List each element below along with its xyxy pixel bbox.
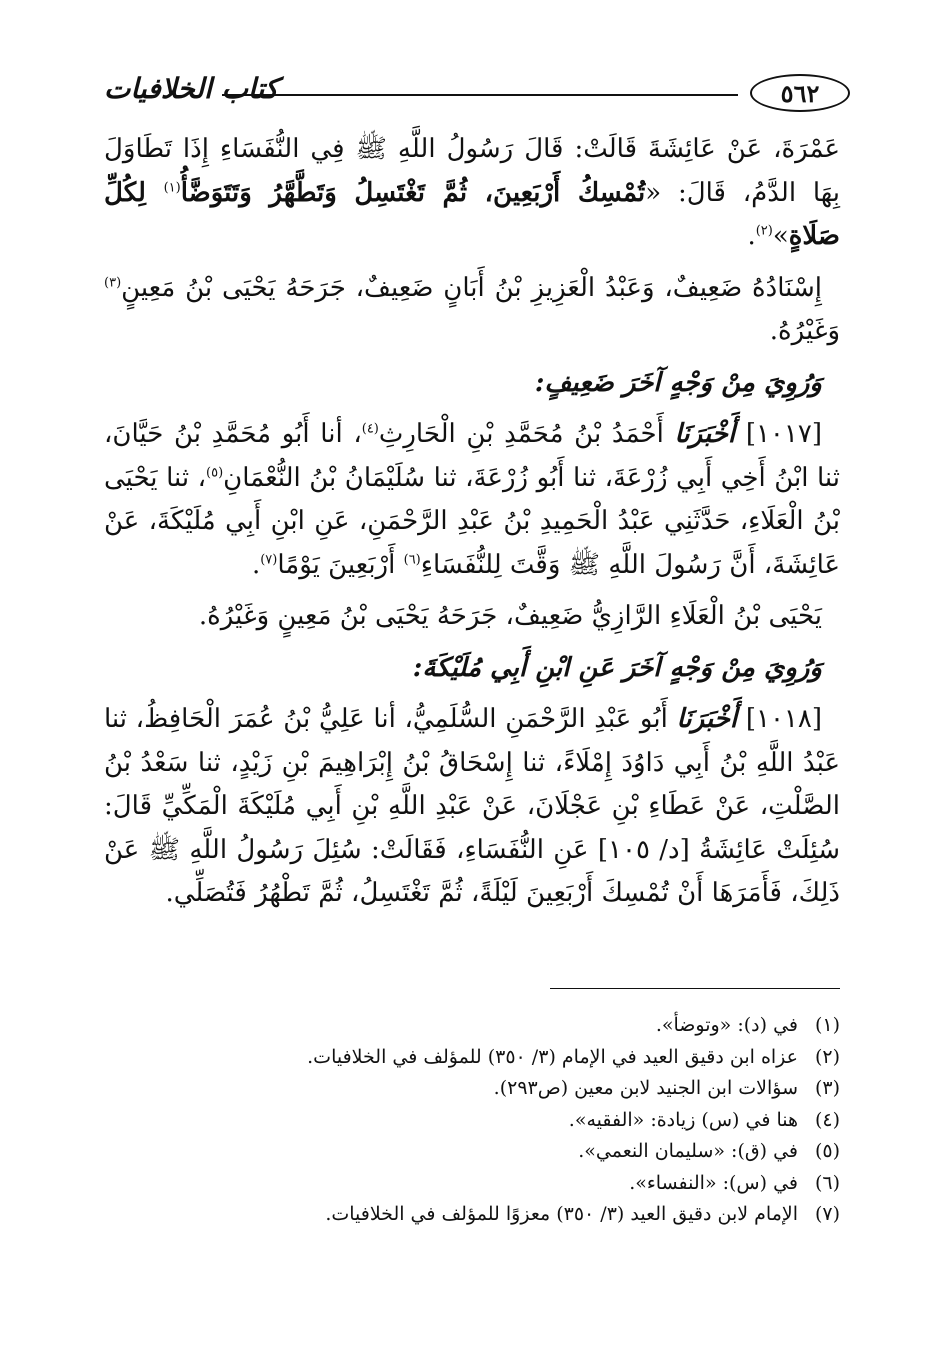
hadith-number: [١٠١٧] [735, 419, 822, 449]
footnote-separator [550, 988, 840, 989]
footnote-item [104, 1168, 840, 1200]
text-span: » [772, 221, 789, 251]
footnote-ref-5[interactable]: (٥) [206, 464, 224, 480]
text-span: ، أنا أَبُو مُحَمَّدِ بْنُ حَيَّانَ، ثنا ابْنُ أَخِي أَبِي زُرْعَةَ، ثنا أَبُو زُرْعَةَ، ثنا سُلَيْمَانُ بْنُ النُّعْمَانِ [104, 419, 840, 493]
footnote-number: (٣) [814, 1077, 840, 1099]
section-heading-2: وَرُوِيَ مِنْ وَجْهٍ آخَرَ عَنِ ابْنِ أَبِي مُلَيْكَةَ: [412, 652, 822, 683]
footnote-text: في (س): «النفساء». [629, 1171, 798, 1194]
footnote-item [104, 1136, 840, 1168]
paragraph-hadith-1017 [104, 413, 840, 587]
footnote-text: سؤالات ابن الجنيد لابن معين (ص٢٩٣). [493, 1077, 798, 1099]
text-span: عَمْرَةَ، عَنْ عَائِشَةَ قَالَتْ: قَالَ رَسُولُ اللَّهِ ﷺ فِي النُّفَسَاءِ إِذَا تَطَاوَلَ بِهَا الدَّمُ، قَالَ: « [104, 134, 840, 208]
text-span: إِسْنَادُهُ ضَعِيفٌ، وَعَبْدُ الْعَزِيزِ بْنُ أَبَانٍ ضَعِيفٌ، جَرَحَهُ يَحْيَى بْنُ مَعِينٍ [121, 272, 822, 303]
paragraph-narrator-comment: يَحْيَى بْنُ الْعَلَاءِ الرَّازِيُّ ضَعِيفٌ، جَرَحَهُ يَحْيَى بْنُ مَعِينٍ وَغَيْرُهُ. [198, 601, 822, 631]
footnote-item [104, 1105, 840, 1137]
footnote-number: (٦) [814, 1171, 840, 1194]
footnote-ref-6[interactable]: (٦) [403, 551, 421, 567]
footnote-item [104, 1199, 840, 1231]
text-span: أَبُو عَبْدِ الرَّحْمَنِ السُّلَمِيُّ، أنا عَلِيُّ بْنُ عُمَرَ الْحَافِظُ، ثنا عَبْدُ اللَّهِ بْنُ أَبِي دَاوُدَ إِمْلَاءً، ثنا إِسْحَاقُ بْنُ إِبْرَاهِيمَ بْنِ زَيْدٍ، ثنا سَعْدُ بْنُ الصَّلْتِ، عَنْ عَطَاءِ بْنِ عَجْلَانَ، عَنْ عَبْدِ اللَّهِ بْنِ أَبِي مُلَيْكَةَ الْمَكِّيِّ قَالَ: سُئِلَتْ عَائِشَةُ [د/ ١٠٥] عَنِ النُّفَسَاءِ، فَقَالَتْ: سُئِلَ رَسُولُ اللَّهِ ﷺ عَنْ ذَلِكَ، فَأَمَرَهَا أَنْ تُمْسِكَ أَرْبَعِينَ لَيْلَةً، ثُمَّ تَغْتَسِلُ، ثُمَّ تَطْهُرُ فَتُصَلِّي. [104, 704, 840, 908]
footnote-item [104, 1042, 840, 1074]
footnotes [104, 1010, 840, 1231]
header-rule [222, 94, 738, 96]
footnote-text: في (ق): «سليمان النعمي». [578, 1140, 798, 1162]
text-span: أَرْبَعِينَ يَوْمًا [277, 549, 404, 580]
footnote-number: (١) [814, 1014, 840, 1036]
footnote-text: في (د): «وتوضأ». [655, 1014, 798, 1036]
footnote-text: الإمام لابن دقيق العيد (٣/ ٣٥٠) معزوًا للمؤلف في الخلافيات. [325, 1203, 798, 1225]
main-text [104, 128, 840, 924]
footnote-number: (٥) [814, 1140, 840, 1162]
text-span: . [747, 221, 756, 251]
footnote-ref-3[interactable]: (٣) [104, 274, 122, 290]
hadith-number: [١٠١٨] [737, 704, 822, 734]
footnote-number: (٢) [814, 1045, 840, 1068]
footnote-ref-7[interactable]: (٧) [260, 551, 278, 567]
footnote-text: هنا في (س) زيادة: «الفقيه». [568, 1108, 798, 1131]
book-title: كتاب الخلافيات [104, 72, 279, 105]
akhbarana-word: أَخْبَرَنَا [676, 704, 738, 734]
page-number: ٥٦٢ [750, 74, 850, 112]
footnote-number: (٧) [814, 1203, 840, 1225]
footnote-ref-1[interactable]: (١) [163, 179, 181, 195]
hadith-quote: تُمْسِكُ أَرْبَعِينَ، ثُمَّ تَغْتَسِلُ وَتَطَّهَّرُ وَتَتَوَضَّأُ [180, 177, 646, 208]
text-span: وَغَيْرُهُ. [769, 316, 840, 346]
text-span: . [251, 549, 261, 580]
footnote-item [104, 1073, 840, 1105]
footnote-number: (٤) [814, 1108, 840, 1131]
footnote-text: عزاه ابن دقيق العيد في الإمام (٣/ ٣٥٠) للمؤلف في الخلافيات. [307, 1045, 798, 1068]
hadith-quote-end: لِكُلِّ صَلَاةٍ [104, 177, 840, 251]
paragraph-hadith-1018 [104, 698, 840, 916]
text-span: ، ثنا يَحْيَى بْنُ الْعَلَاءِ، حَدَّثَنِي عَبْدُ الْحَمِيدِ بْنُ عَبْدِ الرَّحْمَنِ، عَنِ ابْنِ أَبِي مُلَيْكَةَ، عَنْ عَائِشَةَ، أَنَّ رَسُولَ اللَّهِ ﷺ وَقَّتَ لِلنُّفَسَاءِ [104, 462, 840, 580]
text-span: أَحْمَدُ بْنُ مُحَمَّدِ بْنِ الْحَارِثِ [378, 419, 675, 449]
footnote-ref-4[interactable]: (٤) [361, 421, 379, 437]
footnote-item [104, 1010, 840, 1042]
paragraph-hadith-text [104, 128, 840, 259]
paragraph-isnad-comment [104, 267, 840, 354]
page-header [104, 70, 850, 126]
akhbarana-word: أَخْبَرَنَا [674, 419, 736, 449]
section-heading-1: وَرُوِيَ مِنْ وَجْهٍ آخَرَ ضَعِيفٍ: [534, 367, 822, 398]
footnote-ref-2[interactable]: (٢) [755, 223, 773, 239]
